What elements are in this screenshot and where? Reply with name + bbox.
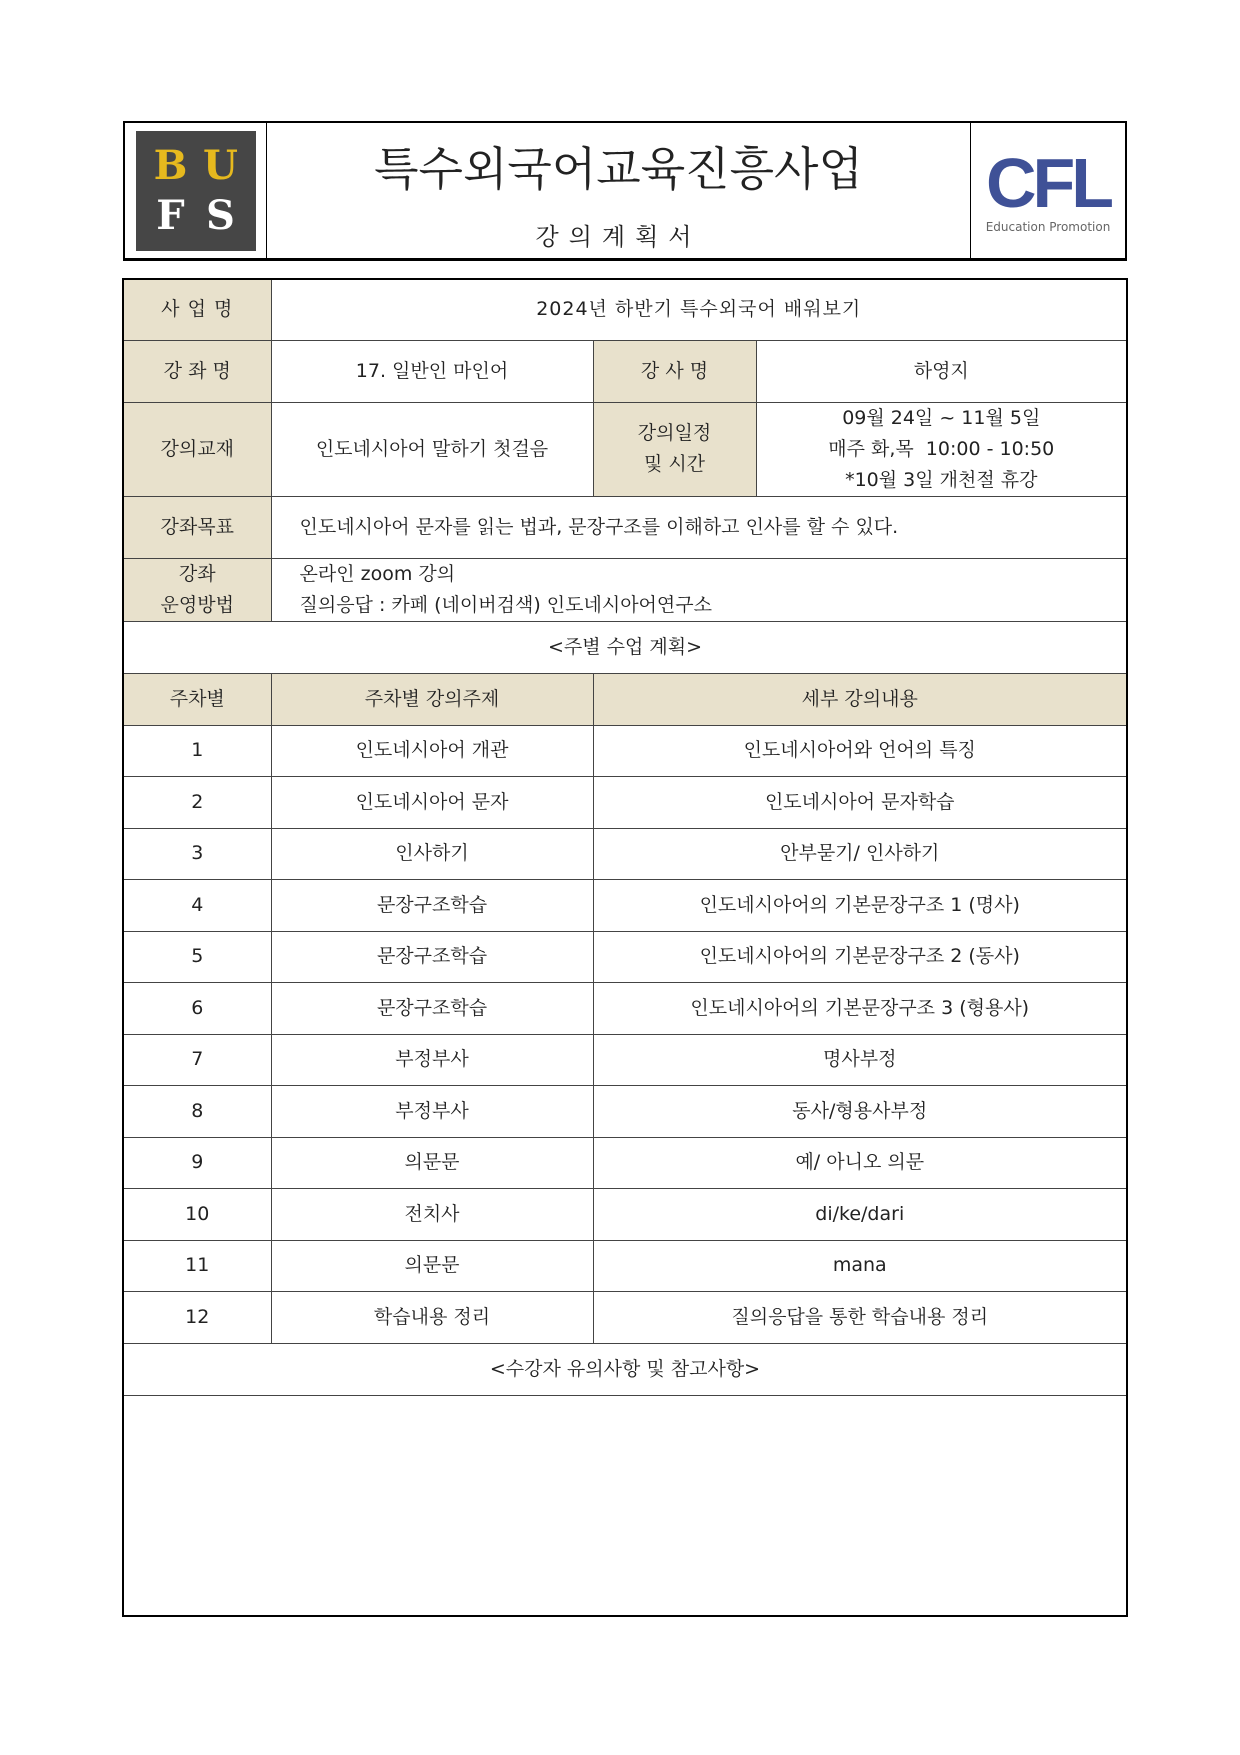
cell-detail: 질의응답을 통한 학습내용 정리 bbox=[593, 1292, 1127, 1344]
syllabus-table bbox=[122, 278, 1128, 1617]
logo-letter: S bbox=[206, 192, 235, 239]
method-line: 질의응답 : 카페 (네이버검색) 인도네시아어연구소 bbox=[299, 593, 712, 616]
cell-topic: 문장구조학습 bbox=[271, 880, 593, 932]
document-subtitle: 강의계획서 bbox=[535, 223, 702, 251]
table-row bbox=[123, 1189, 1127, 1241]
cell-week: 2 bbox=[123, 777, 271, 829]
cfl-logo-subtext: Education Promotion bbox=[985, 219, 1111, 234]
table-row bbox=[123, 931, 1127, 983]
cell-detail: 인도네시아어의 기본문장구조 3 (형용사) bbox=[593, 983, 1127, 1035]
schedule-label-line: 및 시간 bbox=[643, 453, 706, 475]
cell-week: 1 bbox=[123, 725, 271, 777]
cell-week: 7 bbox=[123, 1034, 271, 1086]
goal-label: 강좌목표 bbox=[123, 496, 271, 558]
cfl-logo-text: CFL bbox=[985, 143, 1111, 222]
document-header bbox=[123, 121, 1127, 261]
table-row bbox=[123, 983, 1127, 1035]
bufs-logo bbox=[125, 123, 267, 258]
document-title: 특수외국어교육진흥사업 bbox=[374, 142, 863, 196]
cell-topic: 전치사 bbox=[271, 1189, 593, 1241]
cell-detail: 인도네시아어 문자학습 bbox=[593, 777, 1127, 829]
cell-detail: di/ke/dari bbox=[593, 1189, 1127, 1241]
cell-topic: 부정부사 bbox=[271, 1034, 593, 1086]
col-header-week: 주차별 bbox=[123, 673, 271, 725]
cell-topic: 학습내용 정리 bbox=[271, 1292, 593, 1344]
cell-topic: 부정부사 bbox=[271, 1086, 593, 1138]
col-header-detail: 세부 강의내용 bbox=[593, 673, 1127, 725]
schedule-dates: 09월 24일 ~ 11월 5일 bbox=[842, 406, 1041, 429]
instructor-label: 강 사 명 bbox=[593, 340, 756, 402]
table-row bbox=[123, 777, 1127, 829]
cell-detail: 인도네시아어의 기본문장구조 1 (명사) bbox=[593, 880, 1127, 932]
cell-topic: 인도네시아어 문자 bbox=[271, 777, 593, 829]
goal-value: 인도네시아어 문자를 읽는 법과, 문장구조를 이해하고 인사를 할 수 있다. bbox=[271, 496, 1127, 558]
cell-week: 9 bbox=[123, 1137, 271, 1189]
cell-week: 4 bbox=[123, 880, 271, 932]
project-label: 사 업 명 bbox=[123, 279, 271, 340]
table-row bbox=[123, 1137, 1127, 1189]
cell-detail: mana bbox=[593, 1240, 1127, 1292]
cell-detail: 명사부정 bbox=[593, 1034, 1127, 1086]
course-value: 17. 일반인 마인어 bbox=[271, 340, 593, 402]
project-value: 2024년 하반기 특수외국어 배워보기 bbox=[271, 279, 1127, 340]
method-line: 온라인 zoom 강의 bbox=[299, 562, 456, 585]
cell-topic: 의문문 bbox=[271, 1240, 593, 1292]
cell-week: 10 bbox=[123, 1189, 271, 1241]
table-row bbox=[123, 1292, 1127, 1344]
schedule-label-line: 강의일정 bbox=[637, 422, 712, 444]
schedule-value bbox=[756, 402, 1127, 496]
logo-letter: B bbox=[153, 142, 188, 189]
table-row bbox=[123, 1240, 1127, 1292]
course-label: 강 좌 명 bbox=[123, 340, 271, 402]
cell-detail: 안부묻기/ 인사하기 bbox=[593, 828, 1127, 880]
cell-detail: 예/ 아니오 의문 bbox=[593, 1137, 1127, 1189]
cell-detail: 인도네시아어와 언어의 특징 bbox=[593, 725, 1127, 777]
method-label bbox=[123, 558, 271, 621]
cell-topic: 인도네시아어 개관 bbox=[271, 725, 593, 777]
cfl-logo bbox=[970, 123, 1125, 258]
method-value bbox=[271, 558, 1127, 621]
cell-topic: 문장구조학습 bbox=[271, 931, 593, 983]
cell-week: 6 bbox=[123, 983, 271, 1035]
table-row bbox=[123, 725, 1127, 777]
table-row bbox=[123, 1034, 1127, 1086]
textbook-label: 강의교재 bbox=[123, 402, 271, 496]
method-label-line: 운영방법 bbox=[160, 593, 234, 616]
col-header-topic: 주차별 강의주제 bbox=[271, 673, 593, 725]
logo-letter: F bbox=[156, 192, 185, 239]
table-row bbox=[123, 1086, 1127, 1138]
schedule-times: 매주 화,목 10:00 - 10:50 bbox=[828, 437, 1055, 460]
instructor-value: 하영지 bbox=[756, 340, 1127, 402]
schedule-note: *10월 3일 개천절 휴강 bbox=[845, 468, 1038, 491]
schedule-label bbox=[593, 402, 756, 496]
cell-week: 5 bbox=[123, 931, 271, 983]
notes-content bbox=[123, 1395, 1127, 1616]
cell-topic: 인사하기 bbox=[271, 828, 593, 880]
cell-week: 12 bbox=[123, 1292, 271, 1344]
notes-title: <수강자 유의사항 및 참고사항> bbox=[123, 1343, 1127, 1395]
cell-week: 8 bbox=[123, 1086, 271, 1138]
table-row bbox=[123, 880, 1127, 932]
cell-topic: 문장구조학습 bbox=[271, 983, 593, 1035]
logo-letter: U bbox=[203, 142, 238, 189]
table-row bbox=[123, 828, 1127, 880]
cell-week: 11 bbox=[123, 1240, 271, 1292]
cell-week: 3 bbox=[123, 828, 271, 880]
cell-topic: 의문문 bbox=[271, 1137, 593, 1189]
method-label-line: 강좌 bbox=[178, 562, 216, 585]
cell-detail: 동사/형용사부정 bbox=[593, 1086, 1127, 1138]
weekly-plan-title: <주별 수업 계획> bbox=[123, 621, 1127, 673]
textbook-value: 인도네시아어 말하기 첫걸음 bbox=[271, 402, 593, 496]
cell-detail: 인도네시아어의 기본문장구조 2 (동사) bbox=[593, 931, 1127, 983]
